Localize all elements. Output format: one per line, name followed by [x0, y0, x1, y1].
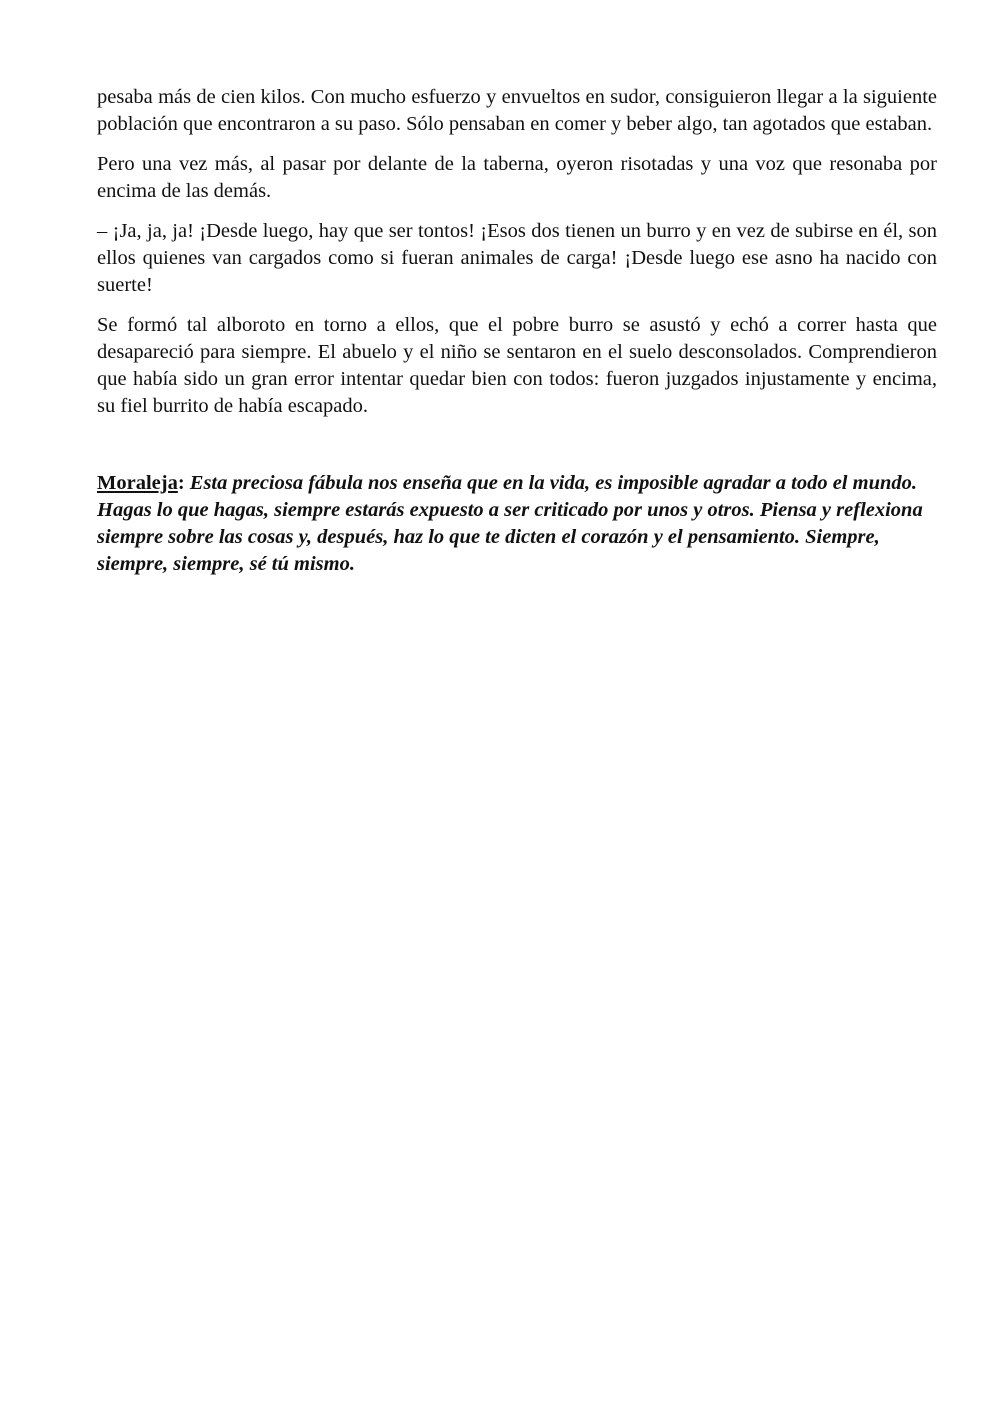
story-paragraph-1: pesaba más de cien kilos. Con mucho esfuerzo y envueltos en sudor, consiguieron llegar a la siguiente población que encontraron a su paso. Sólo pensaban en comer y beber algo, tan agotados que estaban. [97, 86, 937, 135]
moral-label: Moraleja [97, 472, 178, 494]
document-page [97, 84, 937, 591]
story-paragraph-2: Pero una vez más, al pasar por delante de la taberna, oyeron risotadas y una voz que resonaba por encima de las demás. [97, 153, 937, 202]
story-paragraph-4: Se formó tal alboroto en torno a ellos, que el pobre burro se asustó y echó a correr hasta que desapareció para siempre. El abuelo y el niño se sentaron en el suelo desconsolados. Comprendieron que había sido un gran error intentar quedar bien con todos: fueron juzgados injustamente y encima, su fiel burrito de había escapado. [97, 314, 937, 417]
moral-paragraph [97, 470, 937, 578]
story-paragraph-3-dialogue: – ¡Ja, ja, ja! ¡Desde luego, hay que ser tontos! ¡Esos dos tienen un burro y en vez de subirse en él, son ellos quienes van cargados como si fueran animales de carga! ¡Desde luego ese asno ha nacido con suerte! [97, 220, 937, 296]
moral-separator: : [177, 472, 190, 494]
moral-text: Esta preciosa fábula nos enseña que en la vida, es imposible agradar a todo el mundo. Hagas lo que hagas, siempre estarás expuesto a ser criticado por unos y otros. Piensa y reflexiona siempre sobre las cosas y, después, haz lo que te dicten el corazón y el pensamiento. Siempre, siempre, siempre, sé tú mismo. [97, 472, 923, 575]
